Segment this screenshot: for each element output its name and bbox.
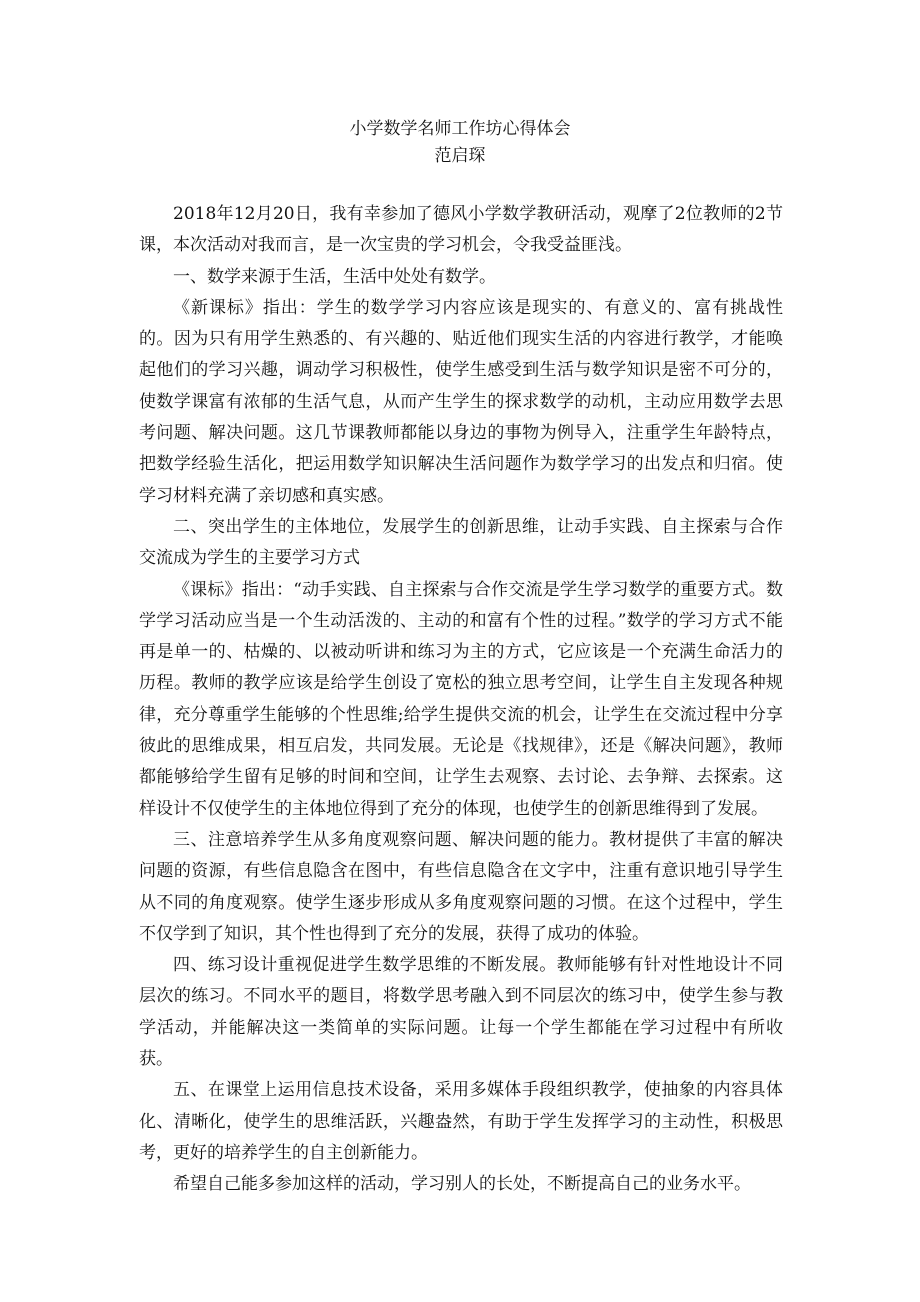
paragraph-closing: 希望自己能多参加这样的活动，学习别人的长处，不断提高自己的业务水平。: [173, 1174, 751, 1195]
paragraph-intro: 2018年12月20日，我有幸参加了德风小学数学教研活动，观摩了2位教师的2节课，本次活动对我而言，是一次宝贵的学习机会，令我受益匪浅。: [139, 204, 783, 256]
paragraph-heading-1: 一、数学来源于生活，生活中处处有数学。: [173, 266, 496, 287]
paragraph-section-2: 《课标》指出：“动手实践、自主探索与合作交流是学生学习数学的重要方式。数学学习活动应当是一个生动活泼的、主动的和富有个性的过程。”数学的学习方式不能再是单一的、枯燥的、以被动听讲和练习为主的方式，它应该是一个充满生命活力的历程。教师的教学应该是给学生创设了宽松的独立思考空间，让学生自主发现各种规律，充分尊重学生能够的个性思维;给学生提供交流的机会，让学生在交流过程中分享彼此的思维成果，相互启发，共同发展。无论是《找规律》，还是《解决问题》，教师都能够给学生留有足够的时间和空间，让学生去观察、去讨论、去争辩、去探索。这样设计不仅使学生的主体地位得到了充分的体现，也使学生的创新思维得到了发展。: [139, 579, 783, 819]
paragraph-section-3: 三、注意培养学生从多角度观察问题、解决问题的能力。教材提供了丰富的解决问题的资源，有些信息隐含在图中，有些信息隐含在文字中，注重有意识地引导学生从不同的角度观察。使学生逐步形成从多角度观察问题的习惯。在这个过程中，学生不仅学到了知识，其个性也得到了充分的发展，获得了成功的体验。: [139, 829, 783, 944]
paragraph-section-1: 《新课标》指出：学生的数学学习内容应该是现实的、有意义的、富有挑战性的。因为只有用学生熟悉的、有兴趣的、贴近他们现实生活的内容进行教学，才能唤起他们的学习兴趣，调动学习积极性，使学生感受到生活与数学知识是密不可分的，使数学课富有浓郁的生活气息，从而产生学生的探求数学的动机，主动应用数学去思考问题、解决问题。这几节课教师都能以身边的事物为例导入，注重学生年龄特点，把数学经验生活化，把运用数学知识解决生活问题作为数学学习的出发点和归宿。使学习材料充满了亲切感和真实感。: [139, 297, 783, 506]
document-author: 范启琛: [434, 146, 486, 166]
paragraph-heading-2: 二、突出学生的主体地位，发展学生的创新思维，让动手实践、自主探索与合作交流成为学生的主要学习方式: [139, 516, 783, 569]
document-body: [139, 199, 783, 1201]
document-title: 小学数学名师工作坊心得体会: [349, 119, 571, 139]
paragraph-section-5: 五、在课堂上运用信息技术设备，采用多媒体手段组织教学，使抽象的内容具体化、清晰化，使学生的思维活跃，兴趣盎然，有助于学生发挥学习的主动性，积极思考，更好的培养学生的自主创新能力。: [139, 1080, 783, 1163]
paragraph-section-4: 四、练习设计重视促进学生数学思维的不断发展。教师能够有针对性地设计不同层次的练习。不同水平的题目，将数学思考融入到不同层次的练习中，使学生参与教学活动，并能解决这一类简单的实际问题。让每一个学生都能在学习过程中有所收获。: [139, 955, 783, 1070]
